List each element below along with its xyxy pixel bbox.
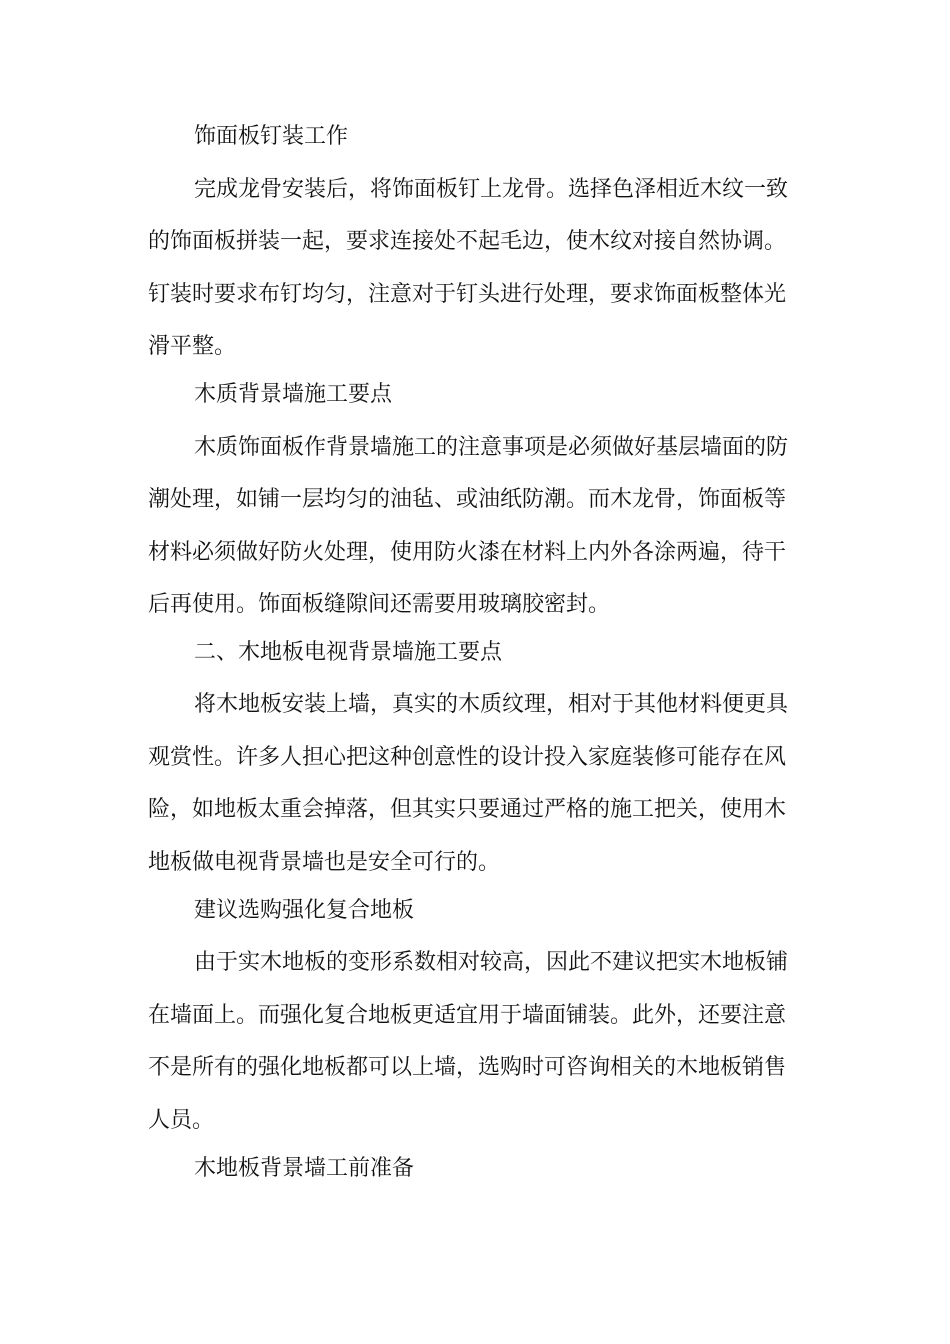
paragraph-line: 由于实木地板的变形系数相对较高，因此不建议把实木地板铺 xyxy=(194,950,789,975)
paragraph-line: 人员。 xyxy=(148,1108,215,1133)
paragraph-line: 地板做电视背景墙也是安全可行的。 xyxy=(148,850,501,875)
heading-wood-wall-construction: 木质背景墙施工要点 xyxy=(194,382,393,407)
paragraph-line: 潮处理，如铺一层均匀的油毡、或油纸防潮。而木龙骨，饰面板等 xyxy=(148,487,787,512)
heading-section-two: 二、木地板电视背景墙施工要点 xyxy=(194,640,503,665)
paragraph-line: 的饰面板拼装一起，要求连接处不起毛边，使木纹对接自然协调。 xyxy=(148,229,787,254)
paragraph-line: 在墙面上。而强化复合地板更适宜用于墙面铺装。此外，还要注意 xyxy=(148,1003,787,1028)
heading-laminate-recommendation: 建议选购强化复合地板 xyxy=(194,898,415,923)
paragraph-line: 完成龙骨安装后，将饰面板钉上龙骨。选择色泽相近木纹一致 xyxy=(194,177,789,202)
paragraph-line: 钉装时要求布钉均匀，注意对于钉头进行处理，要求饰面板整体光 xyxy=(148,282,787,307)
paragraph-line: 不是所有的强化地板都可以上墙，选购时可咨询相关的木地板销售 xyxy=(148,1055,787,1080)
paragraph-line: 材料必须做好防火处理，使用防火漆在材料上内外各涂两遍，待干 xyxy=(148,540,787,565)
paragraph-line: 险，如地板太重会掉落，但其实只要通过严格的施工把关，使用木 xyxy=(148,797,787,822)
heading-preparation: 木地板背景墙工前准备 xyxy=(194,1156,415,1181)
heading-veneer-nailing: 饰面板钉装工作 xyxy=(194,124,349,149)
paragraph-line: 将木地板安装上墙，真实的木质纹理，相对于其他材料便更具 xyxy=(194,692,789,717)
paragraph-line: 后再使用。饰面板缝隙间还需要用玻璃胶密封。 xyxy=(148,592,611,617)
paragraph-line: 滑平整。 xyxy=(148,334,237,359)
paragraph-line: 木质饰面板作背景墙施工的注意事项是必须做好基层墙面的防 xyxy=(194,435,789,460)
paragraph-line: 观赏性。许多人担心把这种创意性的设计投入家庭装修可能存在风 xyxy=(148,745,787,770)
